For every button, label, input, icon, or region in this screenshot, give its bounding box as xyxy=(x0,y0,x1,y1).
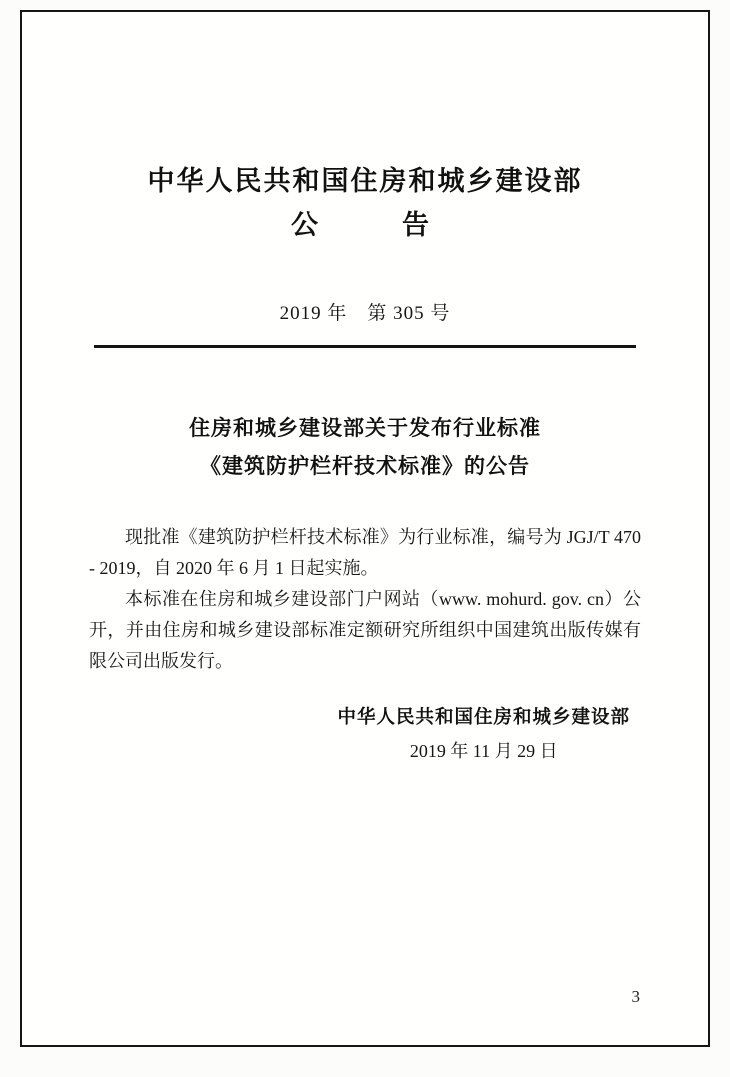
page-number: 3 xyxy=(631,987,640,1006)
announcement-heading: 公 告 xyxy=(291,210,439,240)
signature-block xyxy=(22,703,630,763)
paragraph-approval: 现批准《建筑防护栏杆技术标准》为行业标准，编号为 JGJ/T 470 - 2019，自 2020 年 6 月 1 日起实施。 xyxy=(89,527,641,578)
signature-ministry: 中华人民共和国住房和城乡建设部 xyxy=(337,706,630,727)
signature-date: 2019 年 11 月 29 日 xyxy=(409,741,558,761)
issue-number: 2019 年 第 305 号 xyxy=(279,303,451,324)
announcement-subtitle xyxy=(22,410,708,486)
paragraph-publication: 本标准在住房和城乡建设部门户网站（www. mohurd. gov. cn）公开，并由住房和城乡建设部标准定额研究所组织中国建筑出版传媒有限公司出版发行。 xyxy=(89,589,641,671)
signature-inner xyxy=(337,703,630,763)
subtitle-line2: 《建筑防护栏杆技术标准》的公告 xyxy=(200,455,530,478)
page-border xyxy=(20,10,710,1047)
subtitle-line1: 住房和城乡建设部关于发布行业标准 xyxy=(189,417,541,440)
ministry-title: 中华人民共和国住房和城乡建设部 xyxy=(147,166,583,196)
body-text xyxy=(89,522,641,677)
divider-line xyxy=(94,345,636,348)
